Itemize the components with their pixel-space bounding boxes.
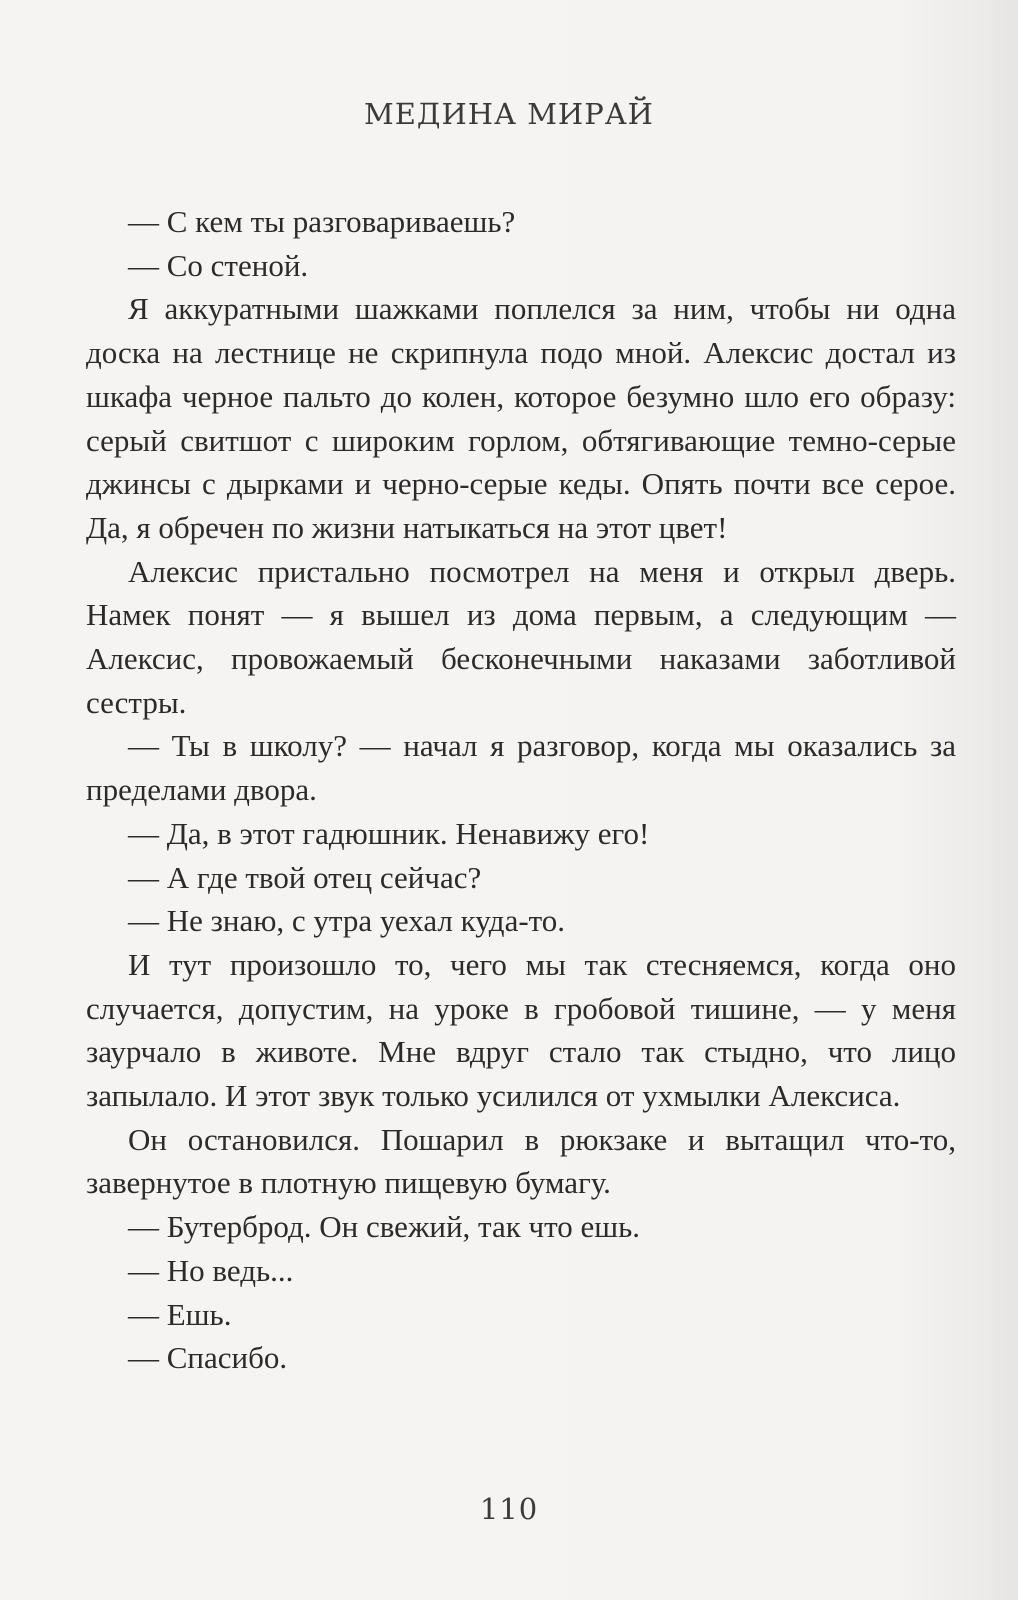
paragraph: — Да, в этот гадюшник. Ненавижу его! [128, 815, 650, 851]
paragraph: — Ты в школу? — начал я разговор, когда мы оказались за пределами двора. [86, 728, 956, 808]
paragraph: — Ешь. [128, 1296, 232, 1332]
paragraph: — Спасибо. [128, 1340, 288, 1376]
paragraph: Алексис пристально посмотрел на меня и открыл дверь. Намек понят — я вышел из дома первым, а следующим — Алексис, провожаемый бесконечными наказами заботливой сестры. [86, 553, 956, 720]
page-number: 110 [479, 1492, 539, 1526]
paragraph: — Бутерброд. Он свежий, так что ешь. [128, 1209, 641, 1245]
paragraph: И тут произошло то, чего мы так стесняемся, когда оно случается, допустим, на уроке в гробовой тишине, — у меня заурчало в животе. Мне вдруг стало так стыдно, что лицо запылало. И этот звук только усилился от ухмылки Алексиса. [86, 946, 956, 1114]
paragraph: — Но ведь... [128, 1252, 294, 1288]
paragraph: — Не знаю, с утра уехал куда-то. [128, 903, 566, 939]
paragraph: — А где твой отец сейчас? [128, 859, 482, 895]
paragraph: — Со стеной. [128, 247, 309, 283]
paragraph: Он остановился. Пошарил в рюкзаке и вытащил что-то, завернутое в плотную пищевую бумагу. [86, 1121, 956, 1201]
paragraph: — С кем ты разговариваешь? [128, 204, 516, 239]
running-head-author: МЕДИНА МИРАЙ [364, 97, 654, 131]
paragraph: Я аккуратными шажками поплелся за ним, чтобы ни одна доска на лестнице не скрипнула подо мной. Алексис достал из шкафа черное пальто до колен, которое безумно шло его образу: серый свитшот с широким горлом, обтягивающие темно-серые джинсы с дырками и черно-серые кеды. Опять почти все серое. Да, я обречен по жизни натыкаться на этот цвет! [86, 291, 956, 545]
body-text [86, 200, 956, 1380]
